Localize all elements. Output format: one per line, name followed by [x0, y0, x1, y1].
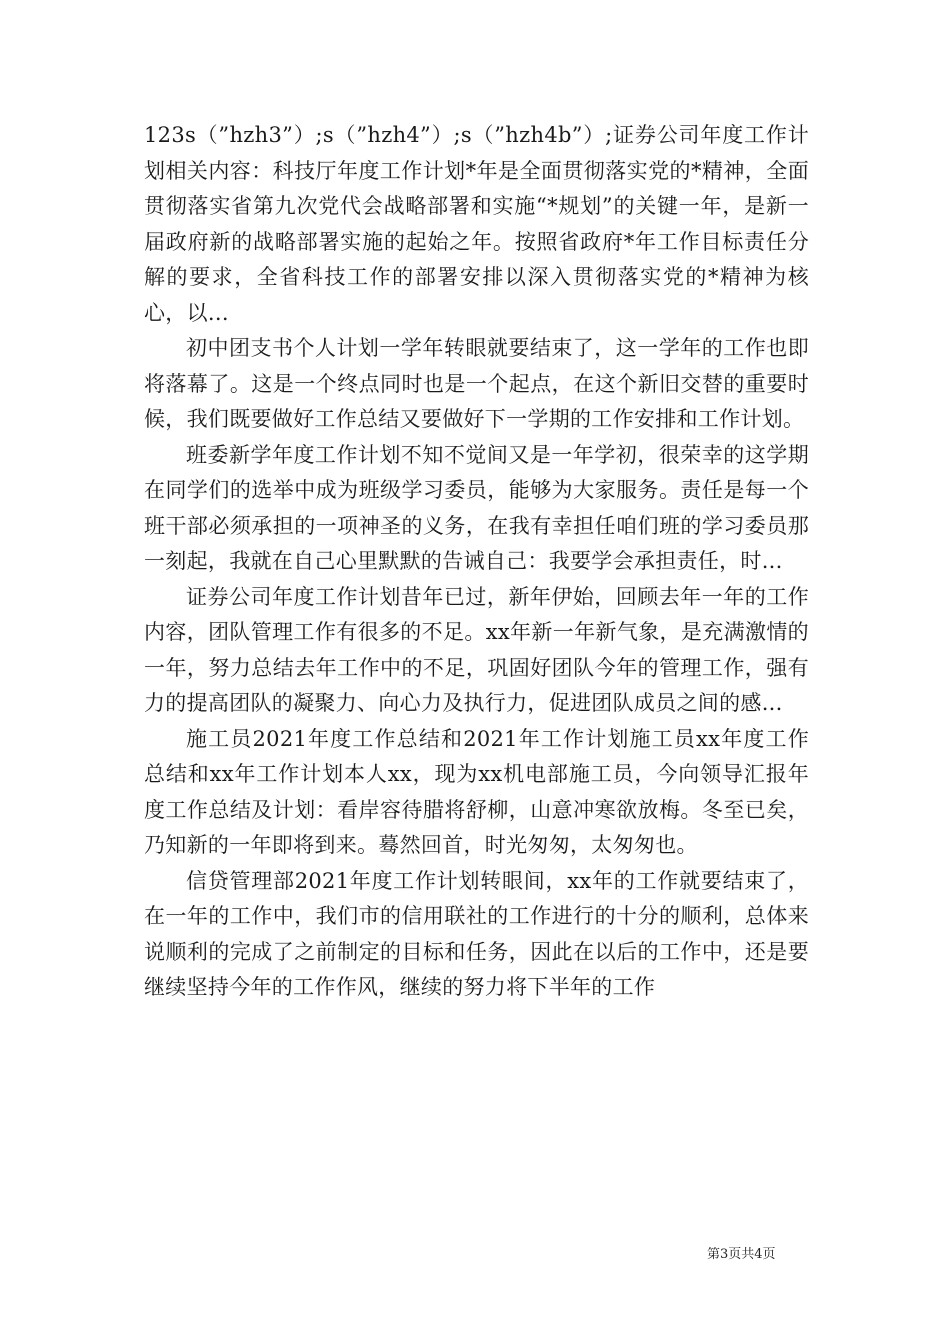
paragraph-6: 信贷管理部2021年度工作计划转眼间，xx年的工作就要结束了，在一年的工作中，我们市的信用联社的工作进行的十分的顺利，总体来说顺利的完成了之前制定的目标和任务，因此在以后的工作中，还是要继续坚持今年的工作作风，继续的努力将下半年的工作 [144, 868, 809, 999]
paragraph-4: 证券公司年度工作计划昔年已过，新年伊始，回顾去年一年的工作内容，团队管理工作有很多的不足。xx年新一年新气象，是充满激情的一年，努力总结去年工作中的不足，巩固好团队今年的管理工作，强有力的提高团队的凝聚力、向心力及执行力，促进团队成员之间的感... [144, 584, 809, 715]
paragraph-5: 施工员2021年度工作总结和2021年工作计划施工员xx年度工作总结和xx年工作计划本人xx，现为xx机电部施工员，今向领导汇报年度工作总结及计划：看岸容待腊将舒柳，山意冲寒欲放梅。冬至已矣，乃知新的一年即将到来。蓦然回首，时光匆匆，太匆匆也。 [144, 726, 809, 857]
document-body [144, 118, 809, 1006]
page-number: 第3页共4页 [707, 1247, 776, 1262]
paragraph-1: 123s（”hzh3”）;s（”hzh4”）;s（”hzh4b”）;证券公司年度工作计划相关内容：科技厅年度工作计划*年是全面贯彻落实党的*精神，全面贯彻落实省第九次党代会战略部署和实施“*规划”的关键一年，是新一届政府新的战略部署实施的起始之年。按照省政府*年工作目标责任分解的要求，全省科技工作的部署安排以深入贯彻落实党的*精神为核心，以... [144, 123, 809, 325]
paragraph-3: 班委新学年度工作计划不知不觉间又是一年学初，很荣幸的这学期在同学们的选举中成为班级学习委员，能够为大家服务。责任是每一个班干部必须承担的一项神圣的义务，在我有幸担任咱们班的学习委员那一刻起，我就在自己心里默默的告诫自己：我要学会承担责任，时... [144, 442, 809, 573]
paragraph-2: 初中团支书个人计划一学年转眼就要结束了，这一学年的工作也即将落幕了。这是一个终点同时也是一个起点，在这个新旧交替的重要时候，我们既要做好工作总结又要做好下一学期的工作安排和工作计划。 [144, 336, 809, 431]
